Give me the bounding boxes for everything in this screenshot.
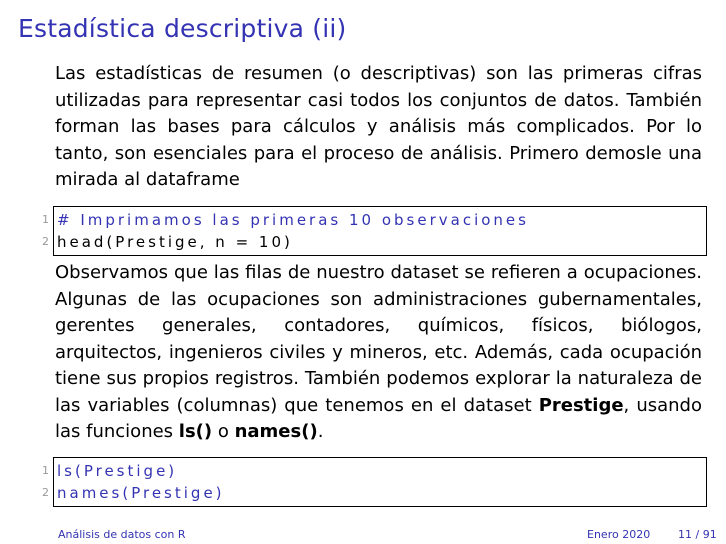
line-number: 1 — [42, 213, 49, 226]
line-number: 1 — [42, 464, 49, 477]
footer-date: Enero 2020 — [587, 528, 651, 541]
paragraph-text: . — [317, 421, 324, 442]
bold-function-names: names() — [234, 421, 318, 442]
line-number: 2 — [42, 486, 49, 499]
paragraph-text: o — [212, 421, 235, 442]
slide-title: Estadística descriptiva (ii) — [18, 14, 347, 43]
code-block-2 — [42, 457, 707, 507]
footer-title: Análisis de datos con R — [58, 528, 186, 541]
code-text: head(Prestige, n = 10) — [57, 233, 293, 251]
paragraph-text: Observamos que las filas de nuestro dataset se refieren a ocupaciones. Algunas de las ocupaciones son administraciones gubernamentales, gerentes generales, contadores, químicos, físicos, biólogos, arquitectos, ingenieros civiles y mineros, etc. Además, cada ocupación tiene sus propios registros. También podemos explorar la naturaleza de las variables (columnas) que tenemos en el dataset — [55, 262, 702, 416]
paragraph-text: , usando las funciones — [55, 394, 702, 442]
code-comment: # Imprimamos las primeras 10 observaciones — [57, 211, 529, 229]
code-text: names(Prestige) — [57, 484, 225, 502]
bold-function-ls: ls() — [178, 421, 213, 442]
code-line — [42, 209, 706, 231]
code-line — [42, 482, 706, 504]
code-line — [42, 460, 706, 482]
intro-paragraph: Las estadísticas de resumen (o descriptivas) son las primeras cifras utilizadas para representar casi todos los conjuntos de datos. También forman las bases para cálculos y análisis más complicados. Por lo tanto, son esenciales para el proceso de análisis. Primero demosle una mirada al dataframe — [55, 63, 702, 190]
explanation-paragraph — [55, 260, 702, 446]
footer-page-number: 11 / 91 — [678, 528, 717, 541]
code-block-1 — [42, 206, 707, 256]
bold-dataset-name: Prestige — [538, 394, 624, 416]
line-number: 2 — [42, 235, 49, 248]
code-line — [42, 231, 706, 253]
code-text: ls(Prestige) — [57, 462, 178, 480]
